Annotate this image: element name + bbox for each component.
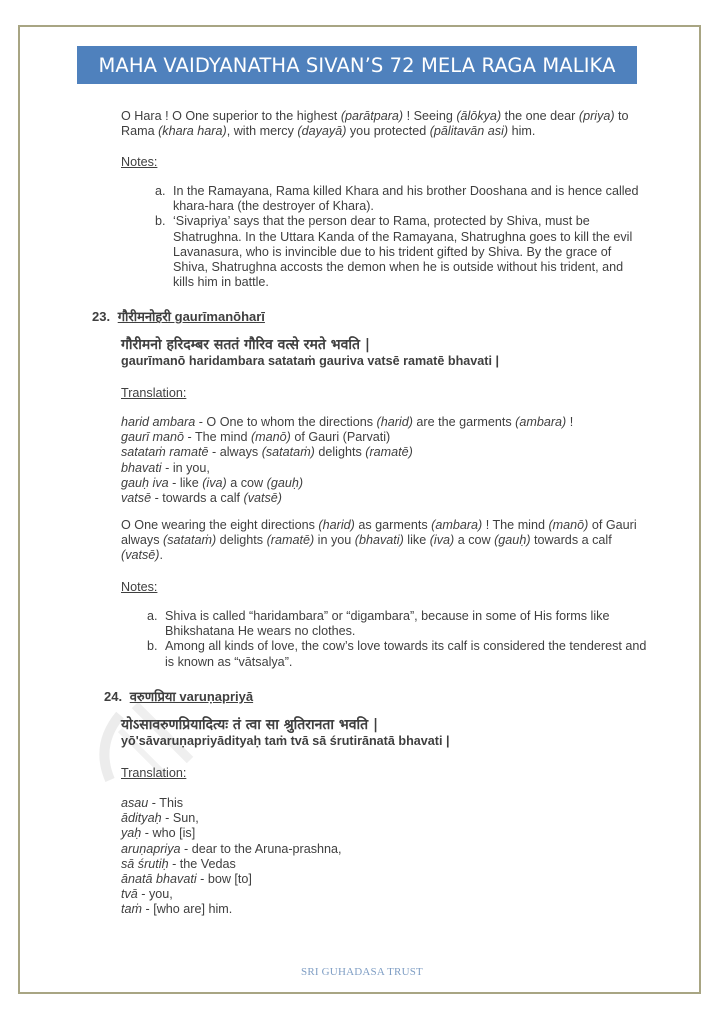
italic-term: (manō): [250, 430, 291, 445]
note-marker: b.: [147, 639, 158, 654]
text-segment: - [who are] him.: [142, 902, 233, 917]
section-24-translation: [121, 796, 521, 918]
text-segment: - who [is]: [141, 826, 196, 841]
section-24-title: वरुणप्रिया varuṇapriyā: [129, 689, 254, 704]
italic-term: (ramatē): [266, 533, 315, 548]
italic-term: (vatsē): [243, 491, 282, 506]
text-segment: as garments: [354, 518, 432, 532]
section-23-title: गौरीमनोहरी gaurīmanōharī: [117, 309, 265, 324]
text-segment: - towards a calf: [151, 491, 244, 506]
italic-term: (harid): [318, 518, 355, 532]
text-segment: ! The mind: [482, 518, 549, 532]
text-segment: - bow [to]: [196, 872, 252, 887]
italic-term: (ālōkya): [456, 109, 502, 123]
text-segment: are the garments: [412, 415, 516, 429]
italic-term: yaḥ: [121, 826, 142, 841]
intro-paragraph: [121, 109, 641, 139]
section-24-transliteration: yō'sāvaruṇapriyādityaḥ taṁ tvā sā śrutirānatā bhavati |: [121, 734, 450, 748]
section-23-verse: [121, 336, 641, 369]
italic-term: (iva): [429, 533, 455, 548]
section-23-transliteration: gaurīmanō haridambara satataṁ gauriva vatsē ramatē bhavati |: [121, 354, 499, 368]
note-marker: b.: [155, 214, 166, 229]
text-segment: O Hara ! O One superior to the highest: [121, 109, 341, 123]
section-24-translation-heading: Translation:: [121, 766, 187, 780]
italic-term: (vatsē): [121, 548, 160, 563]
text-segment: !: [566, 415, 574, 429]
italic-term: (ambara): [431, 518, 483, 532]
italic-term: (iva): [202, 475, 227, 490]
italic-term: gauḥ iva: [121, 475, 169, 490]
text-segment: the one dear: [501, 109, 579, 123]
note-item: [147, 609, 647, 639]
italic-term: aruṇapriya: [121, 841, 181, 856]
translation-line: [121, 872, 521, 887]
translation-line: [121, 476, 651, 491]
translation-line: [121, 415, 651, 430]
italic-term: (dayayā): [297, 124, 347, 139]
note-text: Shiva is called “haridambara” or “digambara”, because in some of His forms like Bhikshatana He wears no clothes.: [165, 609, 610, 639]
text-segment: of Gauri (Parvati): [290, 430, 391, 445]
note-item: [155, 184, 645, 214]
italic-term: (ambara): [515, 415, 567, 429]
italic-term: gaurī manō: [121, 430, 185, 445]
translation-line: [121, 842, 521, 857]
text-segment: to Rama: [121, 109, 629, 139]
italic-term: satataṁ ramatē: [121, 445, 209, 460]
note-item: [155, 214, 645, 290]
text-segment: of Gauri always: [121, 518, 637, 548]
translation-line: [121, 857, 521, 872]
text-segment: - always: [208, 445, 262, 460]
footer-trust-name: SRI GUHADASA TRUST: [301, 966, 423, 978]
text-segment: - the Vedas: [168, 856, 236, 871]
italic-term: vatsē: [121, 491, 152, 506]
translation-line: [121, 445, 651, 460]
note-text: Among all kinds of love, the cow’s love towards its calf is considered the tenderest and is known as “vātsalya”.: [165, 639, 647, 669]
italic-term: (priya): [578, 109, 615, 123]
text-segment: - The mind: [184, 430, 251, 445]
text-segment: O One wearing the eight directions: [121, 518, 319, 532]
text-segment: a cow: [226, 475, 267, 490]
italic-term: (satataṁ): [163, 533, 217, 548]
note-item: [147, 639, 647, 669]
translation-line: [121, 887, 521, 902]
italic-term: (manō): [548, 518, 589, 532]
text-segment: you protected: [346, 124, 430, 139]
section-24-verse: [121, 716, 641, 749]
translation-line: [121, 796, 521, 811]
italic-term: (gauḥ): [494, 533, 531, 548]
text-segment: - in you,: [161, 460, 210, 475]
note-text: In the Ramayana, Rama killed Khara and his brother Dooshana and is hence called khara-hara (the destroyer of Khara).: [173, 184, 639, 214]
italic-term: (bhavati): [354, 533, 404, 548]
text-segment: .: [159, 548, 163, 563]
italic-term: bhavati: [121, 460, 162, 475]
text-segment: a cow: [454, 533, 495, 548]
text-segment: like: [403, 533, 430, 548]
italic-term: (pālitavān asi): [429, 124, 509, 139]
document-header: [77, 46, 637, 84]
italic-term: ādityaḥ: [121, 811, 162, 826]
section-23-number: 23.: [92, 309, 111, 324]
section-23-summary: [121, 518, 641, 564]
text-segment: towards a calf: [530, 533, 612, 548]
italic-term: ānatā bhavati: [121, 872, 197, 887]
section-23-notes-heading: Notes:: [121, 580, 158, 594]
note-marker: a.: [155, 184, 166, 198]
section-23-summary-text: [121, 518, 637, 562]
notes-list: [155, 184, 645, 290]
text-segment: - O One to whom the directions: [195, 415, 377, 429]
text-segment: , with mercy: [226, 124, 298, 139]
intro-text: [121, 109, 629, 138]
section-23-devanagari: गौरीमनो हरिदम्बर सततं गौरिव वत्से रमते भवति |: [121, 337, 370, 353]
italic-term: (ramatē): [365, 445, 413, 460]
italic-term: taṁ: [121, 902, 142, 917]
text-segment: - Sun,: [161, 811, 199, 826]
text-segment: ! Seeing: [403, 109, 457, 123]
section-23-translation: [121, 415, 651, 506]
section-23-notes-list: [147, 609, 647, 670]
italic-term: asau: [121, 796, 149, 810]
section-24-heading: [104, 687, 253, 705]
translation-line: [121, 902, 521, 917]
italic-term: tvā: [121, 887, 138, 902]
section-24-number: 24.: [104, 689, 123, 704]
italic-term: (parātpara): [340, 109, 404, 123]
italic-term: (satataṁ): [261, 445, 315, 460]
note-text: ‘Sivapriya’ says that the person dear to Rama, protected by Shiva, must be Shatrughna. In the Uttara Kanda of the Ramayana, Shatrughna goes to kill the evil Lavanasura, who is invincible due to his trident gifted by Shiva. By the grace of Shiva, Shatrughna accosts the demon when he is outside without his trident, and kills him in battle.: [173, 214, 633, 290]
translation-line: [121, 461, 651, 476]
translation-line: [121, 491, 651, 506]
italic-term: sā śrutiḥ: [121, 856, 169, 871]
text-segment: him.: [508, 124, 536, 139]
text-segment: - This: [148, 796, 184, 810]
text-segment: - dear to the Aruna-prashna,: [180, 841, 342, 856]
text-segment: in you: [314, 533, 355, 548]
header-title: MAHA VAIDYANATHA SIVAN’S 72 MELA RAGA MALIKA: [98, 53, 616, 77]
italic-term: (gauḥ): [266, 475, 304, 490]
notes-heading: Notes:: [121, 155, 158, 169]
translation-line: [121, 811, 521, 826]
section-24-devanagari: योऽसावरुणप्रियादित्यः तं त्वा सा श्रुतिरानता भवति |: [121, 717, 379, 733]
text-segment: - you,: [137, 887, 173, 902]
section-23-translation-heading: Translation:: [121, 386, 187, 400]
translation-line: [121, 430, 651, 445]
translation-line: [121, 826, 521, 841]
text-segment: - like: [168, 475, 203, 490]
text-segment: delights: [216, 533, 267, 548]
italic-term: (khara hara): [158, 124, 227, 139]
italic-term: harid ambara: [121, 415, 196, 429]
note-marker: a.: [147, 609, 158, 623]
italic-term: (harid): [376, 415, 413, 429]
text-segment: delights: [314, 445, 366, 460]
section-23-heading: [92, 307, 265, 325]
